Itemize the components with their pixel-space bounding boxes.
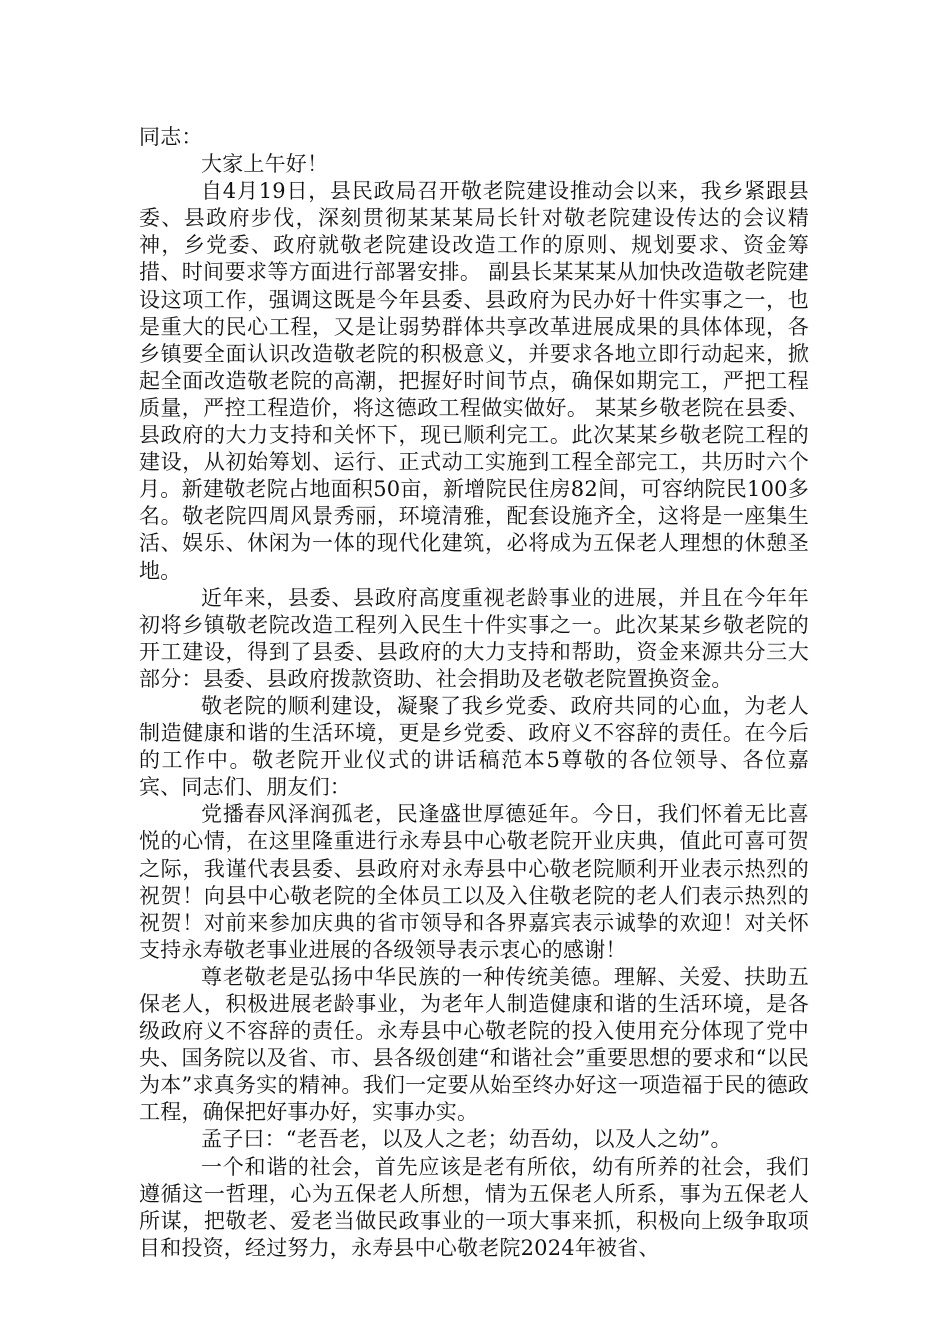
salutation: 同志：: [139, 125, 203, 149]
paragraph-tradition: 尊老敬老是弘扬中华民族的一种传统美德。理解、关爱、扶助五保老人，积极进展老龄事业，为老年人制造健康和谐的生活环境，是各级政府义不容辞的责任。永寿县中心敬老院的投入使用充分体现了党中央、国务院以及省、市、县各级创建“和谐社会”重要思想的要求和“以民为本”求真务实的精神。我们一定要从始至终办好这一项造福于民的德政工程，确保把好事办好，实事办实。: [139, 964, 809, 1125]
document-page: [139, 124, 809, 1262]
greeting: 大家上午好！: [201, 152, 329, 177]
paragraph-harmonious-society: 一个和谐的社会，首先应该是老有所依，幼有所养的社会，我们遵循这一哲理，心为五保老人所想，情为五保老人所系，事为五保老人所谋，把敬老、爱老当做民政事业的一项大事来抓，积极向上级争取项目和投资，经过努力，永寿县中心敬老院2024年被省、: [139, 1154, 809, 1260]
paragraph-funding: 近年来，县委、县政府高度重视老龄事业的进展，并且在今年年初将乡镇敬老院改造工程列入民生十件实事之一。此次某某乡敬老院的开工建设，得到了县委、县政府的大力支持和帮助，资金来源共分三大部分：县委、县政府拨款资助、社会捐助及老敬老院置换资金。: [139, 585, 809, 691]
paragraph-responsibility: 敬老院的顺利建设，凝聚了我乡党委、政府共同的心血，为老人制造健康和谐的生活环境，更是乡党委、政府义不容辞的责任。在今后的工作中。敬老院开业仪式的讲话稿范本5尊敬的各位领导、各位嘉宾、同志们、朋友们：: [139, 693, 809, 800]
paragraph-mencius-quote: 孟子曰：“老吾老，以及人之老；幼吾幼，以及人之幼”。: [201, 1127, 732, 1152]
paragraph-celebration: 党播春风泽润孤老，民逢盛世厚德延年。今日，我们怀着无比喜悦的心情，在这里隆重进行永寿县中心敬老院开业庆典，值此可喜可贺之际，我谨代表县委、县政府对永寿县中心敬老院顺利开业表示热烈的祝贺！向县中心敬老院的全体员工以及入住敬老院的老人们表示热烈的祝贺！对前来参加庆典的省市领导和各界嘉宾表示诚挚的欢迎！对关怀支持永寿敬老事业进展的各级领导表示衷心的感谢！: [139, 802, 809, 962]
paragraph-construction-progress: 自4月19日，县民政局召开敬老院建设推动会以来，我乡紧跟县委、县政府步伐，深刻贯彻某某某局长针对敬老院建设传达的会议精神，乡党委、政府就敬老院建设改造工作的原则、规划要求、资金筹措、时间要求等方面进行部署安排。 副县长某某某从加快改造敬老院建设这项工作，强调这既是今年县委、县政府为民办好十件实事之一，也是重大的民心工程，又是让弱势群体共享改革进展成果的具体体现，各乡镇要全面认识改造敬老院的积极意义，并要求各地立即行动起来，掀起全面改造敬老院的高潮，把握好时间节点，确保如期完工，严把工程质量，严控工程造价，将这德政工程做实做好。 某某乡敬老院在县委、县政府的大力支持和关怀下，现已顺利完工。此次某某乡敬老院工程的建设，从初始筹划、运行、正式动工实施到工程全部完工，共历时六个月。新建敬老院占地面积50亩，新增院民住房82间，可容纳院民100多名。敬老院四周风景秀丽，环境清雅，配套设施齐全，这将是一座集生活、娱乐、休闲为一体的现代化建筑，必将成为五保老人理想的休憩圣地。: [139, 179, 809, 583]
